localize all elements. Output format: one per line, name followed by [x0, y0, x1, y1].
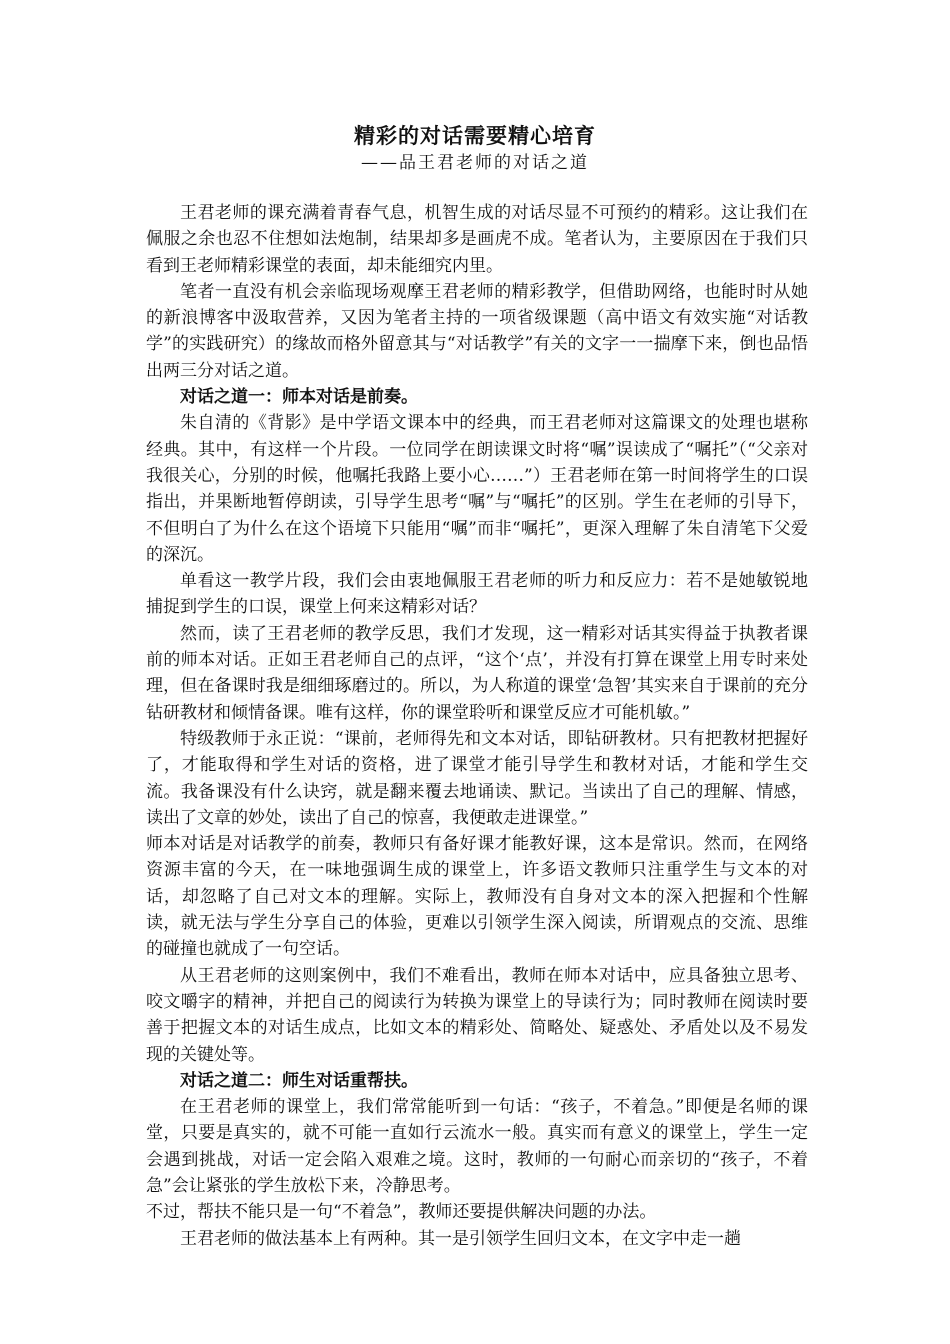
paragraph: 不过，帮扶不能只是一句“不着急”，教师还要提供解决问题的办法。 — [146, 1202, 657, 1223]
paragraph: 师本对话是对话教学的前奏，教师只有备好课才能教好课，这本是常识。然而，在网络资源丰富的今天，在一味地强调生成的课堂上，许多语文教师只注重学生与文本的对话，却忽略了自己对文本的理解。实际上，教师没有自身对文本的深入把握和个性解读，就无法与学生分享自己的体验，更难以引领学生深入阅读，所谓观点的交流、思维的碰撞也就成了一句空话。 — [146, 834, 808, 960]
paragraph: 王君老师的做法基本上有两种。其一是引领学生回归文本，在文字中走一趟 — [180, 1228, 741, 1249]
paragraph: 在王君老师的课堂上，我们常常能听到一句话：“孩子，不着急。”即便是名师的课堂，只要是真实的，就不可能一直如行云流水一般。真实而有意义的课堂上，学生一定会遇到挑战，对话一定会陷入艰难之境。这时，教师的一句耐心而亲切的“孩子，不着急”会让紧张的学生放松下来，冷静思考。 — [146, 1097, 808, 1196]
paragraph: 朱自清的《背影》是中学语文课本中的经典，而王君老师对这篇课文的处理也堪称经典。其中，有这样一个片段。一位同学在朗读课文时将“嘱”误读成了“嘱托”（“父亲对我很关心，分别的时候，他嘱托我路上要小心……”）王君老师在第一时间将学生的口误指出，并果断地暂停朗读，引导学生思考“嘱”与“嘱托”的区别。学生在老师的引导下，不但明白了为什么在这个语境下只能用“嘱”而非“嘱托”，更深入理解了朱自清笔下父爱的深沉。 — [146, 413, 808, 565]
paragraph: 单看这一教学片段，我们会由衷地佩服王君老师的听力和反应力：若不是她敏锐地捕捉到学生的口误，课堂上何来这精彩对话？ — [146, 571, 808, 618]
paragraph: 王君老师的课充满着青春气息，机智生成的对话尽显不可预约的精彩。这让我们在佩服之余也忍不住想如法炮制，结果却多是画虎不成。笔者认为，主要原因在于我们只看到王老师精彩课堂的表面，却未能细究内里。 — [146, 203, 808, 276]
document-title: 精彩的对话需要精心培育 — [354, 123, 596, 148]
paragraph: 特级教师于永正说：“课前，老师得先和文本对话，即钻研教材。只有把教材把握好了，才能取得和学生对话的资格，进了课堂才能引导学生和教材对话，才能和学生交流。我备课没有什么诀窍，就是翻来覆去地诵读、默记。当读出了自己的理解、情感，读出了文章的妙处，读出了自己的惊喜，我便敢走进课堂。” — [146, 728, 808, 828]
document-subtitle: ——品王君老师的对话之道 — [361, 153, 589, 173]
paragraph: 从王君老师的这则案例中，我们不难看出，教师在师本对话中，应具备独立思考、咬文嚼字的精神，并把自己的阅读行为转换为课堂上的导读行为；同时教师在阅读时要善于把握文本的对话生成点，比如文本的精彩处、简略处、疑惑处、矛盾处以及不易发现的关键处等。 — [146, 965, 808, 1065]
section-heading: 对话之道一：师本对话是前奏。 — [180, 387, 418, 408]
paragraph: 笔者一直没有机会亲临现场观摩王君老师的精彩教学，但借助网络，也能时时从她的新浪博客中汲取营养，又因为笔者主持的一项省级课题（高中语文有效实施“对话教学”的实践研究）的缘故而格外留意其与“对话教学”有关的文字一一揣摩下来，倒也品悟出两三分对话之道。 — [146, 281, 808, 381]
paragraph: 然而，读了王君老师的教学反思，我们才发现，这一精彩对话其实得益于执教者课前的师本对话。正如王君老师自己的点评，“这个‘点’，并没有打算在课堂上用专时来处理，但在备课时我是细细琢磨过的。所以，为人称道的课堂‘急智’其实来自于课前的充分钻研教材和倾情备课。唯有这样，你的课堂聆听和课堂反应才可能机敏。” — [146, 623, 808, 723]
document-body — [146, 200, 808, 1252]
section-heading: 对话之道二：师生对话重帮扶。 — [180, 1070, 418, 1091]
